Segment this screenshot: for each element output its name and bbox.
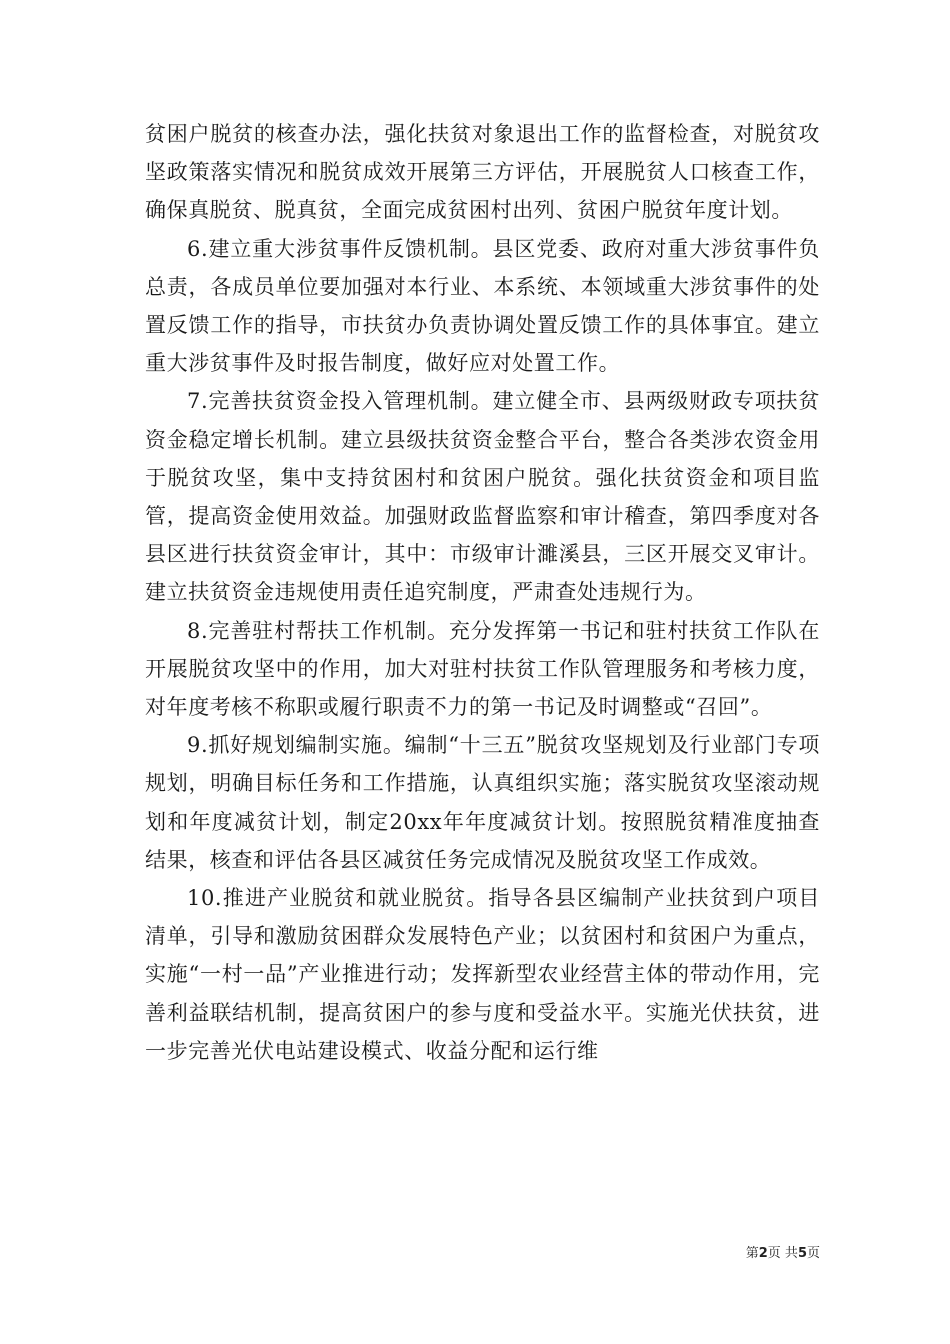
paragraph-item-7: 7.完善扶贫资金投入管理机制。建立健全市、县两级财政专项扶贫资金稳定增长机制。建立县级扶贫资金整合平台，整合各类涉农资金用于脱贫攻坚，集中支持贫困村和贫困户脱贫。强化扶贫资金和项目监管，提高资金使用效益。加强财政监督监察和审计稽查，第四季度对各县区进行扶贫资金审计，其中：市级审计濉溪县，三区开展交叉审计。建立扶贫资金违规使用责任追究制度，严肃查处违规行为。 <box>145 389 820 605</box>
paragraph-item-8: 8.完善驻村帮扶工作机制。充分发挥第一书记和驻村扶贫工作队在开展脱贫攻坚中的作用，加大对驻村扶贫工作队管理服务和考核力度，对年度考核不称职或履行职责不力的第一书记及时调整或“召回”。 <box>145 618 820 720</box>
footer-prefix: 第 <box>745 1246 759 1261</box>
paragraph-continued: 贫困户脱贫的核查办法，强化扶贫对象退出工作的监督检查，对脱贫攻坚政策落实情况和脱贫成效开展第三方评估，开展脱贫人口核查工作，确保真脱贫、脱真贫，全面完成贫困村出列、贫困户脱贫年度计划。 <box>145 122 820 223</box>
paragraph-item-6: 6.建立重大涉贫事件反馈机制。县区党委、政府对重大涉贫事件负总责，各成员单位要加强对本行业、本系统、本领域重大涉贫事件的处置反馈工作的指导，市扶贫办负责协调处置反馈工作的具体事宜。建立重大涉贫事件及时报告制度，做好应对处置工作。 <box>145 236 820 376</box>
document-body <box>145 115 820 1070</box>
footer-suffix: 页 <box>806 1246 820 1261</box>
paragraph-item-10: 10.推进产业脱贫和就业脱贫。指导各县区编制产业扶贫到户项目清单，引导和激励贫困群众发展特色产业；以贫困村和贫困户为重点，实施“一村一品”产业推进行动；发挥新型农业经营主体的带动作用，完善利益联结机制，提高贫困户的参与度和受益水平。实施光伏扶贫，进一步完善光伏电站建设模式、收益分配和运行维 <box>145 886 820 1063</box>
total-pages-number: 5 <box>797 1246 807 1261</box>
current-page-number: 2 <box>758 1246 768 1261</box>
page-number-footer <box>700 1245 820 1263</box>
footer-middle: 页 共 <box>767 1246 798 1261</box>
paragraph-item-9: 9.抓好规划编制实施。编制“十三五”脱贫攻坚规划及行业部门专项规划，明确目标任务和工作措施，认真组织实施；落实脱贫攻坚滚动规划和年度减贫计划，制定20xx年年度减贫计划。按照脱贫精准度抽查结果，核查和评估各县区减贫任务完成情况及脱贫攻坚工作成效。 <box>145 733 820 872</box>
